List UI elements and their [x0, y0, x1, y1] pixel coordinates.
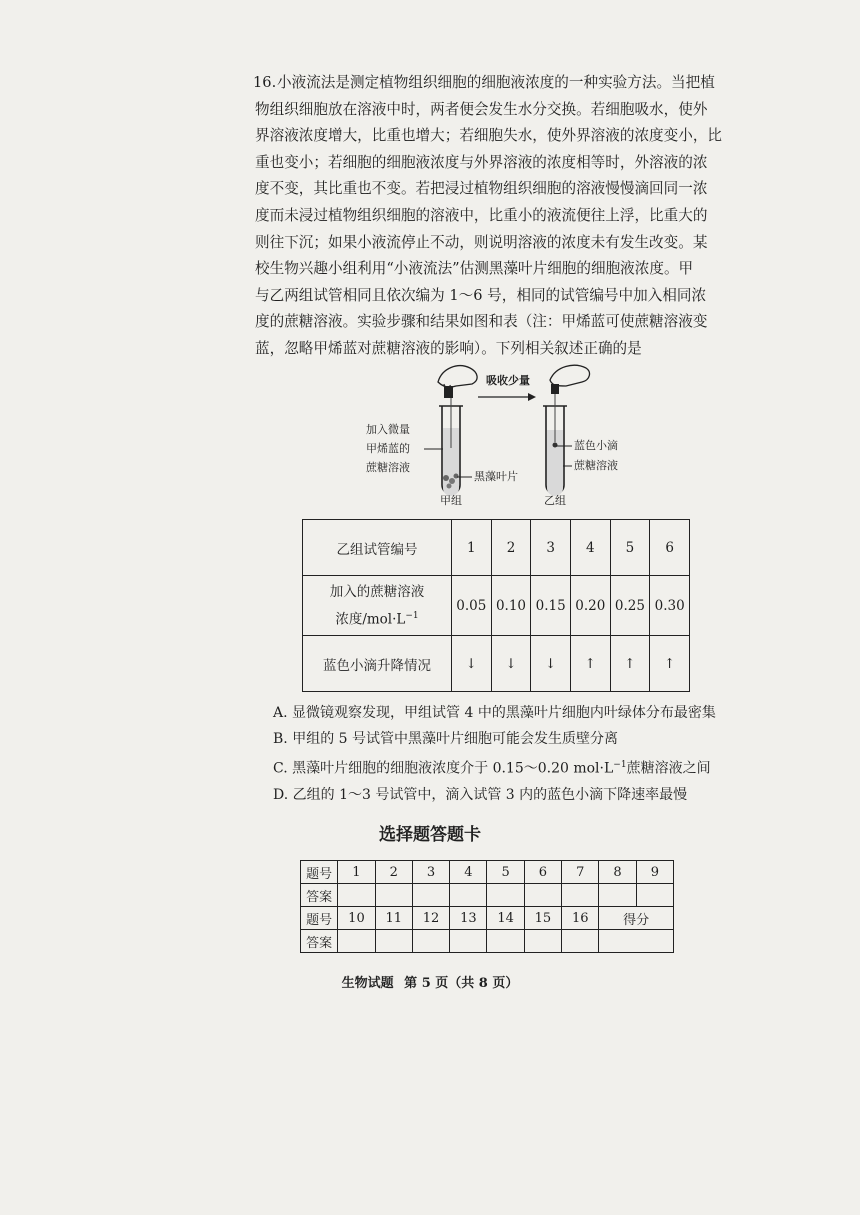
results-table [302, 519, 690, 692]
question-number-cell: 8 [599, 861, 636, 884]
table-row [301, 930, 674, 953]
question-number-cell: 14 [487, 907, 524, 930]
question-number-cell: 15 [524, 907, 561, 930]
tube-number-cell: 4 [570, 520, 610, 576]
drop-label: 蓝色小滴 [574, 439, 618, 452]
leaf-label: 黑藻叶片 [474, 470, 518, 483]
answer-cell[interactable] [375, 884, 412, 907]
answer-label: 答案 [301, 884, 338, 907]
question-number-cell: 1 [338, 861, 375, 884]
left-label-line1: 加入微量 [366, 423, 410, 436]
concentration-cell: 0.15 [531, 576, 571, 636]
option-d: D. 乙组的 1～3 号试管中，滴入试管 3 内的蓝色小滴下降速率最慢 [273, 786, 688, 803]
question-number: 16. [253, 74, 277, 91]
arrow-label: 吸收少量 [486, 374, 530, 387]
concentration-cell: 0.25 [610, 576, 650, 636]
table-row [301, 907, 674, 930]
answer-cell[interactable] [487, 884, 524, 907]
left-label-line3: 蔗糖溶液 [366, 461, 410, 474]
answer-cell[interactable] [338, 930, 375, 953]
answer-cell[interactable] [562, 930, 599, 953]
question-16 [255, 70, 723, 363]
answer-cell[interactable] [599, 884, 636, 907]
answer-cell[interactable] [338, 884, 375, 907]
answer-options [273, 700, 733, 808]
question-line: 则往下沉；如果小液流停止不动，则说明溶液的浓度未有发生改变。某 [255, 233, 708, 251]
answer-cell[interactable] [562, 884, 599, 907]
question-line: 小液流法是测定植物组织细胞的细胞液浓度的一种实验方法。当把植 [277, 74, 715, 91]
answer-cell[interactable] [636, 884, 673, 907]
question-number-cell: 13 [450, 907, 487, 930]
group-a-label: 甲组 [440, 494, 462, 507]
tube-number-cell: 6 [650, 520, 690, 576]
table-row [301, 884, 674, 907]
left-label-line2: 甲烯蓝的 [366, 442, 410, 455]
answer-cell[interactable] [450, 884, 487, 907]
question-number-cell: 4 [450, 861, 487, 884]
question-line: 重也变小；若细胞的细胞液浓度与外界溶液的浓度相等时，外溶液的浓 [255, 153, 708, 171]
table-row [303, 636, 690, 692]
question-number-cell: 5 [487, 861, 524, 884]
footer-subject: 生物试题 [341, 976, 394, 991]
answer-card-table [300, 860, 674, 953]
question-number-cell: 2 [375, 861, 412, 884]
table-row [303, 520, 690, 576]
option-b: B. 甲组的 5 号试管中黑藻叶片细胞可能会发生质壁分离 [273, 731, 618, 747]
answer-cell[interactable] [487, 930, 524, 953]
tube-number-cell: 3 [531, 520, 571, 576]
question-number-cell: 16 [562, 907, 599, 930]
question-line: 度的蔗糖溶液。实验步骤和结果如图和表（注：甲烯蓝可使蔗糖溶液变 [255, 313, 708, 331]
question-number-label: 题号 [301, 907, 338, 930]
question-number-cell: 9 [636, 861, 673, 884]
answer-cell[interactable] [375, 930, 412, 953]
movement-cell: ↑ [650, 636, 690, 692]
concentration-cell: 0.20 [570, 576, 610, 636]
page-footer [0, 972, 860, 991]
answer-cell[interactable] [524, 884, 561, 907]
option-c [273, 752, 733, 782]
experiment-figure [360, 360, 630, 512]
footer-page-number: 第 5 页（共 8 页） [404, 976, 519, 991]
question-line: 与乙两组试管相同且依次编为 1～6 号，相同的试管编号中加入相同浓 [255, 286, 707, 304]
question-number-cell: 12 [412, 907, 449, 930]
movement-cell: ↑ [610, 636, 650, 692]
table-row [301, 861, 674, 884]
tube-number-cell: 1 [452, 520, 492, 576]
concentration-header-line1: 加入的蔗糖溶液 [329, 583, 425, 600]
score-label: 得分 [599, 907, 674, 930]
question-line: 度不变，其比重也不变。若把浸过植物组织细胞的溶液慢慢滴回同一浓 [255, 180, 708, 198]
movement-cell: ↑ [570, 636, 610, 692]
solution-label: 蔗糖溶液 [574, 459, 618, 472]
question-number-cell: 7 [562, 861, 599, 884]
movement-cell: ↓ [452, 636, 492, 692]
concentration-unit: 浓度/mol·L [335, 611, 406, 628]
option-c-exponent: −1 [613, 760, 627, 770]
option-c-tail: 蔗糖溶液之间 [626, 760, 711, 777]
question-number-cell: 11 [375, 907, 412, 930]
tube-number-cell: 5 [610, 520, 650, 576]
question-number-cell: 6 [524, 861, 561, 884]
concentration-cell: 0.10 [491, 576, 531, 636]
concentration-cell: 0.30 [650, 576, 690, 636]
row-header-movement: 蓝色小滴升降情况 [303, 636, 452, 692]
question-line: 物组织细胞放在溶液中时，两者便会发生水分交换。若细胞吸水，使外 [255, 100, 708, 118]
movement-cell: ↓ [531, 636, 571, 692]
concentration-header-line2 [303, 604, 451, 632]
answer-label: 答案 [301, 930, 338, 953]
movement-cell: ↓ [491, 636, 531, 692]
question-line: 校生物兴趣小组利用“小液流法”估测黑藻叶片细胞的细胞液浓度。甲 [255, 260, 694, 278]
question-line: 蓝，忽略甲烯蓝对蔗糖溶液的影响）。下列相关叙述正确的是 [255, 339, 642, 357]
group-b-label: 乙组 [544, 494, 566, 507]
tube-number-cell: 2 [491, 520, 531, 576]
answer-card-title: 选择题答题卡 [379, 825, 481, 845]
table-row [303, 576, 690, 636]
answer-cell[interactable] [524, 930, 561, 953]
question-number-cell: 3 [412, 861, 449, 884]
question-line: 度而未浸过植物组织细胞的溶液中，比重小的液流便往上浮，比重大的 [255, 206, 708, 224]
answer-cell[interactable] [450, 930, 487, 953]
concentration-cell: 0.05 [452, 576, 492, 636]
unit-exponent: −1 [405, 610, 419, 621]
question-number-label: 题号 [301, 861, 338, 884]
option-c-text: C. 黑藻叶片细胞的细胞液浓度介于 0.15～0.20 mol·L [273, 760, 614, 777]
question-line: 界溶液浓度增大，比重也增大；若细胞失水，使外界溶液的浓度变小，比 [255, 127, 723, 145]
answer-cell[interactable] [412, 884, 449, 907]
score-cell[interactable] [599, 930, 674, 953]
answer-cell[interactable] [412, 930, 449, 953]
row-header-tube-number: 乙组试管编号 [303, 520, 452, 576]
option-a: A. 显微镜观察发现，甲组试管 4 中的黑藻叶片细胞内叶绿体分布最密集 [273, 705, 716, 721]
question-number-cell: 10 [338, 907, 375, 930]
row-header-concentration [303, 576, 452, 636]
